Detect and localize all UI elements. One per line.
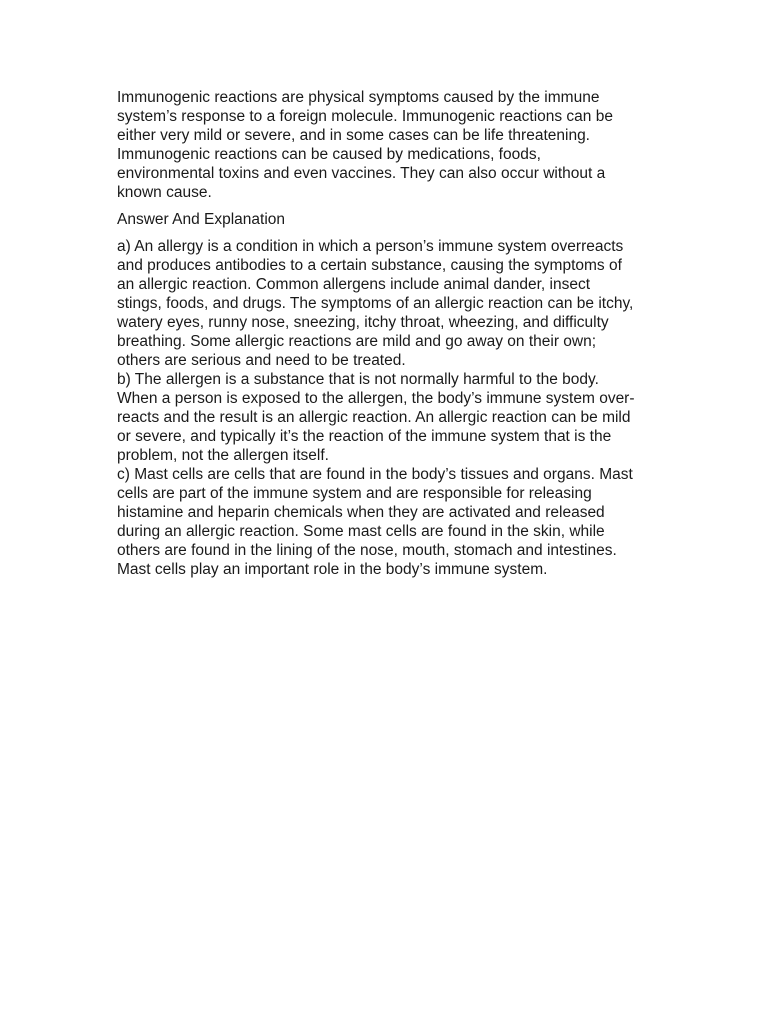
answer-a-paragraph: a) An allergy is a condition in which a person’s immune system overreacts and produces antibodies to a certain substance, causing the symptoms of an allergic reaction. Common allergens include animal dander, insect stings, foods, and drugs. The symptoms of an allergic reaction can be itchy, watery eyes, runny nose, sneezing, itchy throat, wheezing, and difficulty breathing. Some allergic reactions are mild and go away on their own; others are serious and need to be treated. (117, 238, 634, 369)
answer-heading: Answer And Explanation (117, 211, 286, 228)
answer-c-paragraph: c) Mast cells are cells that are found in the body’s tissues and organs. Mast cells are part of the immune system and are responsible for releasing histamine and heparin chemicals when they are activated and released during an allergic reaction. Some mast cells are found in the skin, while others are found in the lining of the nose, mouth, stomach and intestines. Mast cells play an important role in the body’s immune system. (117, 466, 633, 578)
document-body (117, 88, 637, 579)
intro-paragraph: Immunogenic reactions are physical symptoms caused by the immune system’s response to a foreign molecule. Immunogenic reactions can be either very mild or severe, and in some cases can be life threatening. Immunogenic reactions can be caused by medications, foods, environmental toxins and even vaccines. They can also occur without a known cause. (117, 89, 613, 201)
answer-b-paragraph: b) The allergen is a substance that is not normally harmful to the body. When a person is exposed to the allergen, the body’s immune system over-reacts and the result is an allergic reaction. An allergic reaction can be mild or severe, and typically it’s the reaction of the immune system that is the problem, not the allergen itself. (117, 371, 635, 464)
